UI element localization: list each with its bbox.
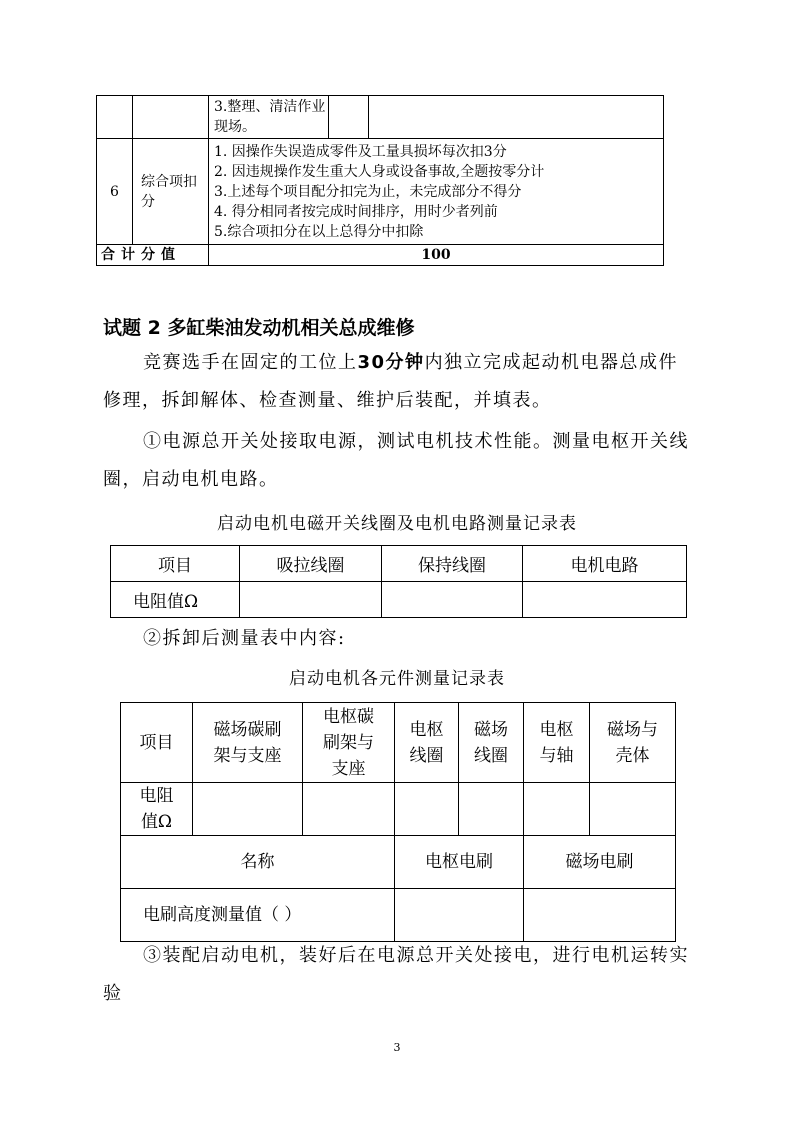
header-armature-brush: 电枢电刷 xyxy=(395,836,524,889)
brush-header-row xyxy=(121,836,676,889)
scoring-table xyxy=(96,95,664,266)
header-armature-coil xyxy=(395,703,459,783)
cell-rules xyxy=(209,139,664,245)
table-row xyxy=(111,582,687,618)
brush-row xyxy=(121,889,676,942)
step-1-text: ①电源总开关处接取电源，测试电机技术性能。测量电枢开关线圈，启动电机电路。 xyxy=(103,431,689,490)
header-text: 电枢线圈 xyxy=(409,719,444,766)
header-armature-brush-holder xyxy=(303,703,395,783)
cell-no xyxy=(97,96,133,139)
table-2-caption: 启动电机各元件测量记录表 xyxy=(289,669,505,689)
table-row xyxy=(97,96,664,139)
input-cell[interactable] xyxy=(395,889,524,942)
rule-line: 5.综合项扣分在以上总得分中扣除 xyxy=(214,223,424,240)
header-text: 电枢与轴 xyxy=(539,719,574,766)
row-label-resistance: 电阻值Ω xyxy=(111,582,240,618)
header-text: 磁场与壳体 xyxy=(607,719,658,766)
input-cell[interactable] xyxy=(459,783,524,836)
brush-height-label: 电刷高度测量值（ ） xyxy=(121,889,395,942)
table-header-row xyxy=(111,546,687,582)
section-title: 试题 2 多缸柴油发动机相关总成维修 xyxy=(103,317,415,339)
header-item: 项目 xyxy=(111,546,240,582)
table-header-row xyxy=(121,703,676,783)
table-row xyxy=(97,139,664,245)
table-row xyxy=(121,783,676,836)
page-number: 3 xyxy=(393,1041,401,1054)
input-cell[interactable] xyxy=(590,783,676,836)
step-2-paragraph xyxy=(103,620,693,658)
cell-item: 综合项扣分 xyxy=(133,139,209,245)
header-field-brush-holder xyxy=(193,703,303,783)
cell-item xyxy=(133,96,209,139)
header-motor-circuit: 电机电路 xyxy=(523,546,687,582)
header-text: 磁场线圈 xyxy=(474,719,508,766)
total-label: 合计分值 xyxy=(97,245,209,266)
cell-score xyxy=(329,96,369,139)
input-cell[interactable] xyxy=(395,783,459,836)
intro-text-rest: 内独立完成起动机电器总成件修理，拆卸解体、检查测量、维护后装配，并填表。 xyxy=(103,352,679,411)
component-measurement-table xyxy=(120,702,676,942)
rule-line: 3.上述每个项目配分扣完为止，未完成部分不得分 xyxy=(214,183,522,200)
header-field-housing xyxy=(590,703,676,783)
header-pull-in-coil: 吸拉线圈 xyxy=(240,546,382,582)
intro-text: 竞赛选手在固定的工位上 xyxy=(143,352,358,373)
header-item: 项目 xyxy=(121,703,193,783)
cell-no: 6 xyxy=(97,139,133,245)
coil-measurement-table xyxy=(110,545,687,618)
cell-content: 3.整理、清洁作业现场。 xyxy=(209,96,329,139)
input-cell[interactable] xyxy=(193,783,303,836)
table-1-caption: 启动电机电磁开关线圈及电机电路测量记录表 xyxy=(217,514,577,534)
header-text: 磁场碳刷架与支座 xyxy=(213,719,282,766)
time-limit: 30分钟 xyxy=(357,352,425,373)
input-cell[interactable] xyxy=(523,582,687,618)
table-row-total xyxy=(97,245,664,266)
cell-deduction xyxy=(369,96,664,139)
rule-line: 4. 得分相同者按完成时间排序，用时少者列前 xyxy=(214,203,498,220)
input-cell[interactable] xyxy=(524,783,590,836)
step-2-text: ②拆卸后测量表中内容: xyxy=(143,628,346,649)
header-field-coil xyxy=(459,703,524,783)
row-label-text: 电阻值Ω xyxy=(139,786,174,832)
step-1-paragraph xyxy=(103,423,693,499)
header-field-brush: 磁场电刷 xyxy=(524,836,676,889)
rule-line: 2. 因违规操作发生重大人身或设备事故,全题按零分计 xyxy=(214,163,545,180)
header-name: 名称 xyxy=(121,836,395,889)
input-cell[interactable] xyxy=(240,582,382,618)
row-label-resistance xyxy=(121,783,193,836)
rule-line: 1. 因操作失误造成零件及工量具损坏每次扣3分 xyxy=(214,143,507,160)
header-hold-coil: 保持线圈 xyxy=(382,546,523,582)
header-armature-shaft xyxy=(524,703,590,783)
input-cell[interactable] xyxy=(382,582,523,618)
input-cell[interactable] xyxy=(303,783,395,836)
input-cell[interactable] xyxy=(524,889,676,942)
step-3-text: ③装配启动电机，装好后在电源总开关处接电，进行电机运转实验 xyxy=(103,945,689,1004)
header-text: 电枢碳刷架与支座 xyxy=(323,706,374,779)
intro-paragraph xyxy=(103,344,693,420)
total-value: 100 xyxy=(209,245,664,266)
step-3-paragraph xyxy=(103,937,693,1013)
